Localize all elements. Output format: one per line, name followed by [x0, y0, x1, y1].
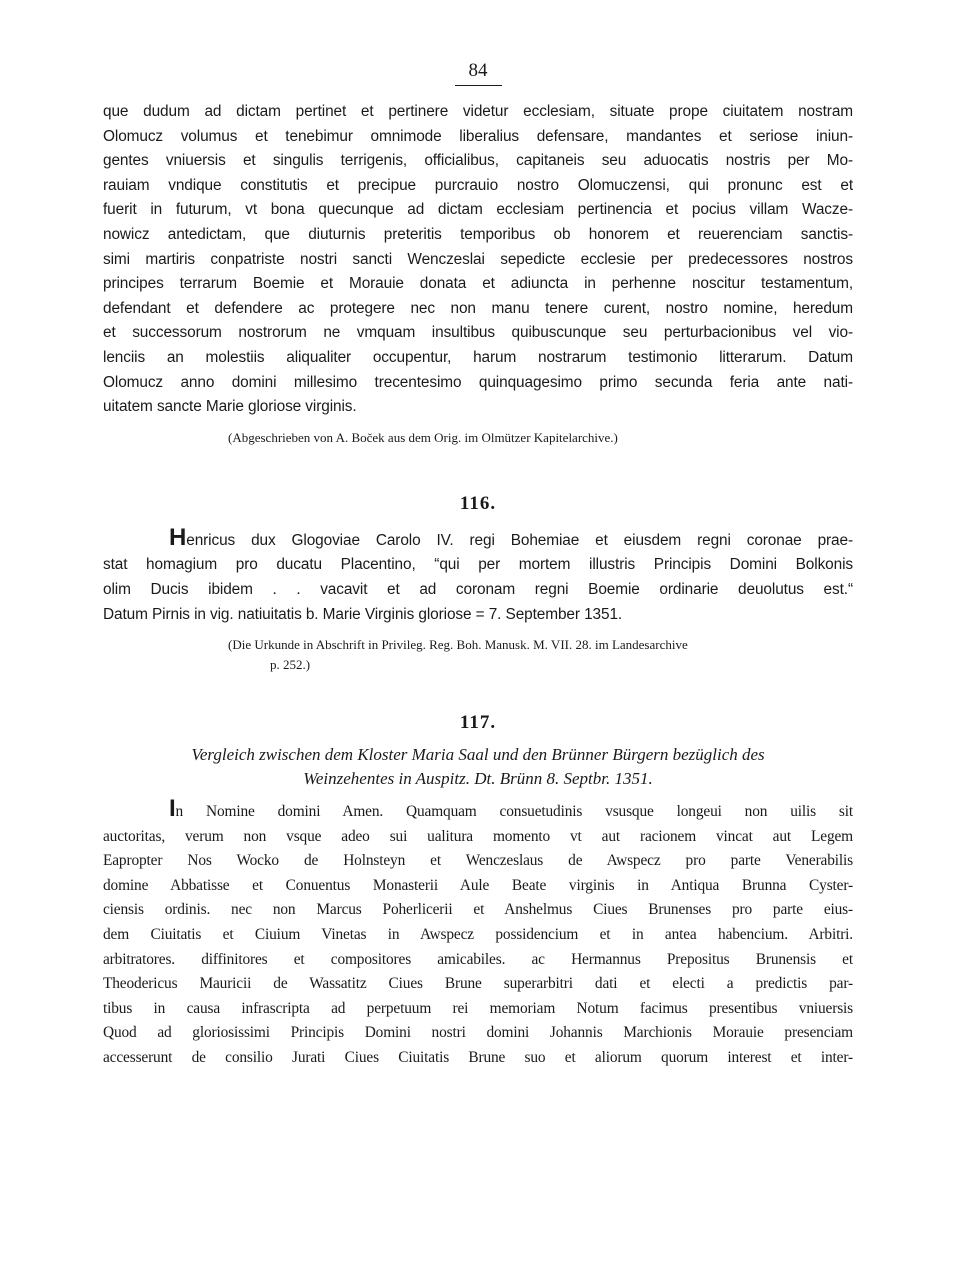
text-line: dem Ciuitatis et Ciuium Vinetas in Awspecz possidencium et in antea habencium. Arbitri. [103, 926, 853, 944]
text-line: gentes vniuersis et singulis terrigenis, officialibus, capitaneis seu aduocatis nostris per Mo- [103, 152, 853, 170]
source-note-line: (Die Urkunde in Abschrift in Privileg. Reg. Boh. Manusk. M. VII. 28. im Landesarchive [228, 637, 688, 653]
doc-115-source-note [103, 428, 853, 448]
text-line: enricus dux Glogoviae Carolo IV. regi Bohemiae et eiusdem regni coronae prae- [186, 531, 853, 549]
document-page [103, 58, 853, 1071]
text-line: Quod ad gloriosissimi Principis Domini nostri domini Johannis Marchionis Morauie presenciam [103, 1024, 853, 1042]
text-line: et successorum nostrorum ne vmquam insultibus quibuscunque seu perturbacionibus vel vio- [103, 324, 853, 342]
source-note-line: (Abgeschrieben von A. Boček aus dem Orig. im Olmützer Kapitelarchive.) [228, 429, 618, 445]
text-line: olim Ducis ibidem . . vacavit et ad coronam regni Boemie ordinarie deuolutus est.“ [103, 580, 853, 598]
text-line: Olomucz anno domini millesimo trecentesimo quinquagesimo primo secunda feria ante nati- [103, 373, 853, 391]
text-line: domine Abbatisse et Conuentus Monasterii Aule Beate virginis in Antiqua Brunna Cyster- [103, 876, 853, 894]
doc-115-body [103, 100, 853, 420]
doc-116-regest [103, 523, 853, 627]
doc-116-source-note [103, 635, 853, 675]
text-line: nowicz antedictam, que diuturnis preteritis temporibus ob honorem et reuerenciam sanctis- [103, 225, 853, 243]
initial-letter: I [169, 795, 176, 823]
text-line: n Nomine domini Amen. Quamquam consuetudinis vsusque longeui non uilis sit [175, 803, 853, 821]
initial-letter: H [169, 523, 187, 551]
text-line: stat homagium pro ducatu Placentino, “qui per mortem illustris Principis Domini Bolkonis [103, 556, 853, 574]
text-line: Theodericus Mauricii de Wassatitz Ciues Brune superarbitri dati et electi a predictis par- [103, 975, 853, 993]
doc-116-number: 116. [459, 492, 497, 514]
text-line-with-initial [103, 795, 853, 825]
text-line: auctoritas, verum non vsque adeo sui ualitura momento vt aut racionem vincat aut Legem [103, 827, 853, 845]
text-line: defendant et defendere ac protegere nec non manu tenere curent, nostro nomine, heredum [103, 299, 853, 317]
text-line: rauiam vndique constitutis et precipue purcrauio nostro Olomuczensi, qui pronunc est et [103, 176, 853, 194]
text-line: lenciis an molestiis aliqualiter occupentur, harum nostrarum testimonio litterarum. Datum [103, 348, 853, 366]
page-number-text: 84 [455, 58, 502, 86]
text-line: fuerit in futurum, vt bona quecunque ad dictam ecclesiam pertinencia et pocius villam Wacze- [103, 201, 853, 219]
page-number [103, 58, 853, 86]
text-line: Datum Pirnis in vig. natiuitatis b. Marie Virginis gloriose = 7. September 1351. [103, 605, 623, 623]
text-line-with-initial [103, 523, 853, 554]
text-line: ciensis ordinis. nec non Marcus Poherlicerii et Anshelmus Ciues Brunenses pro parte eius- [103, 901, 853, 919]
doc-117-number: 117. [459, 712, 497, 734]
title-line: Vergleich zwischen dem Kloster Maria Saal und den Brünner Bürgern bezüglich des [191, 745, 765, 765]
text-line: Eapropter Nos Wocko de Holnsteyn et Wenczeslaus de Awspecz pro parte Venerabilis [103, 852, 853, 870]
text-line: tibus in causa infrascripta ad perpetuum rei memoriam Notum facimus presentibus vniuersis [103, 999, 853, 1017]
doc-117-title [103, 743, 853, 791]
doc-117-body [103, 795, 853, 1071]
text-line: simi martiris conpatriste nostri sancti Wenczeslai sepedicte ecclesie per predecessores nostros [103, 250, 853, 268]
text-line: que dudum ad dictam pertinet et pertinere videtur ecclesiam, situate prope ciuitatem nostram [103, 103, 853, 120]
text-line: principes terrarum Boemie et Morauie donata et adiuncta in perhenne noscitur testamentum, [103, 275, 853, 293]
text-line: arbitratores. diffinitores et compositores amicabiles. ac Hermannus Prepositus Brunensis et [103, 950, 853, 968]
source-note-line: p. 252.) [270, 657, 311, 673]
text-line: accesserunt de consilio Jurati Ciues Ciuitatis Brune suo et aliorum quorum interest et inter- [103, 1049, 853, 1067]
title-line: Weinzehentes in Auspitz. Dt. Brünn 8. Septbr. 1351. [303, 769, 653, 789]
text-line: uitatem sancte Marie gloriose virginis. [103, 398, 357, 416]
text-line: Olomucz volumus et tenebimur omnimode liberalius defensare, mandantes et seriose iniun- [103, 127, 853, 145]
